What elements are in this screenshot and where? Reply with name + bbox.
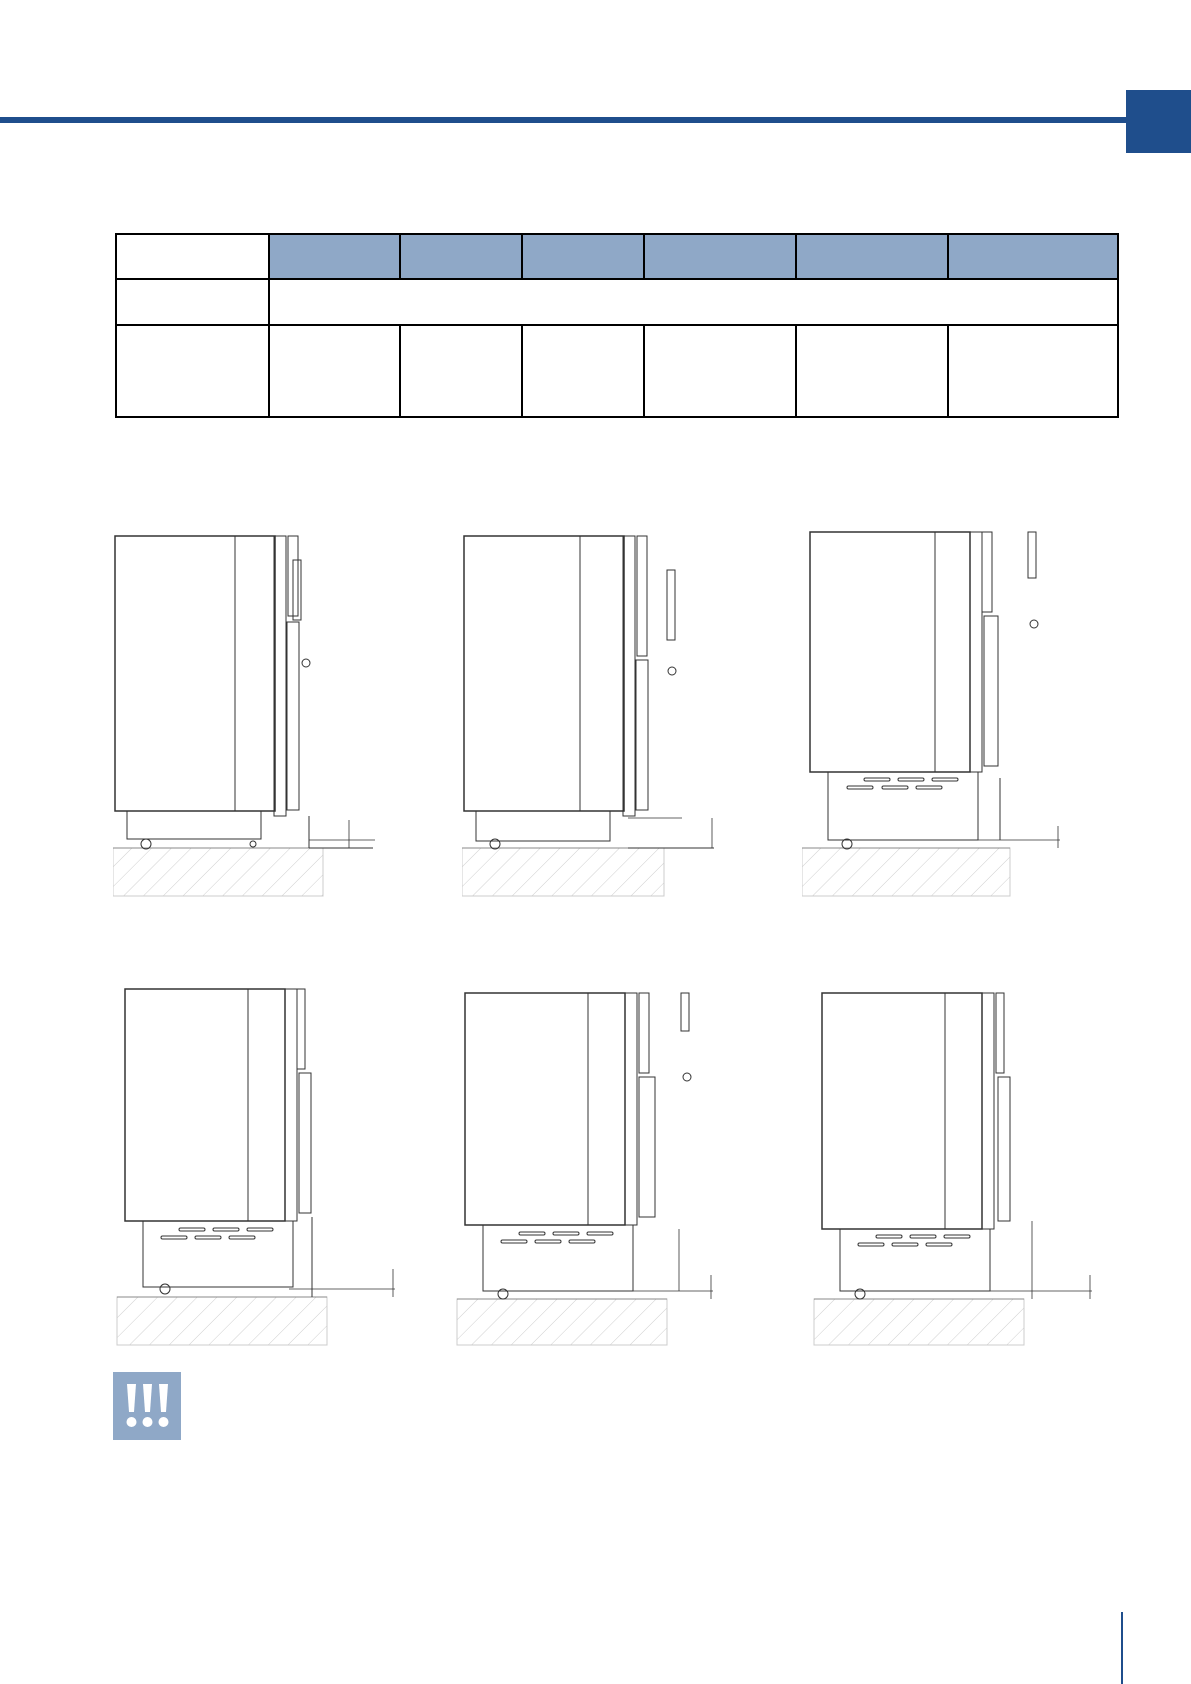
table-cell <box>400 325 522 417</box>
installation-drawing-4 <box>113 985 403 1355</box>
table-cell <box>644 325 796 417</box>
installation-drawing-5 <box>455 985 745 1355</box>
warning-exclamation-icon <box>113 1372 181 1440</box>
table-corner-cell <box>116 234 269 279</box>
table-header-cell <box>948 234 1118 279</box>
installation-drawing-1 <box>113 530 383 900</box>
table-cell <box>796 325 948 417</box>
installation-drawing-6 <box>812 985 1102 1355</box>
table-header-cell <box>269 234 399 279</box>
table-cell <box>948 325 1118 417</box>
installation-drawing-3 <box>802 530 1072 900</box>
table-cell <box>522 325 644 417</box>
table-row <box>116 279 1118 325</box>
table-cell <box>269 325 399 417</box>
header-accent-bar <box>0 117 1126 123</box>
table-row-label <box>116 279 269 325</box>
page-footer-rule <box>1121 1612 1123 1684</box>
table-header-cell <box>796 234 948 279</box>
table-span-cell <box>269 279 1118 325</box>
table-header-cell <box>644 234 796 279</box>
table-row <box>116 325 1118 417</box>
chapter-tab <box>1126 90 1191 153</box>
table-header-cell <box>522 234 644 279</box>
specification-table <box>115 233 1119 418</box>
table-row-label <box>116 325 269 417</box>
table-header-cell <box>400 234 522 279</box>
table-header-row <box>116 234 1118 279</box>
installation-drawing-2 <box>462 530 732 900</box>
